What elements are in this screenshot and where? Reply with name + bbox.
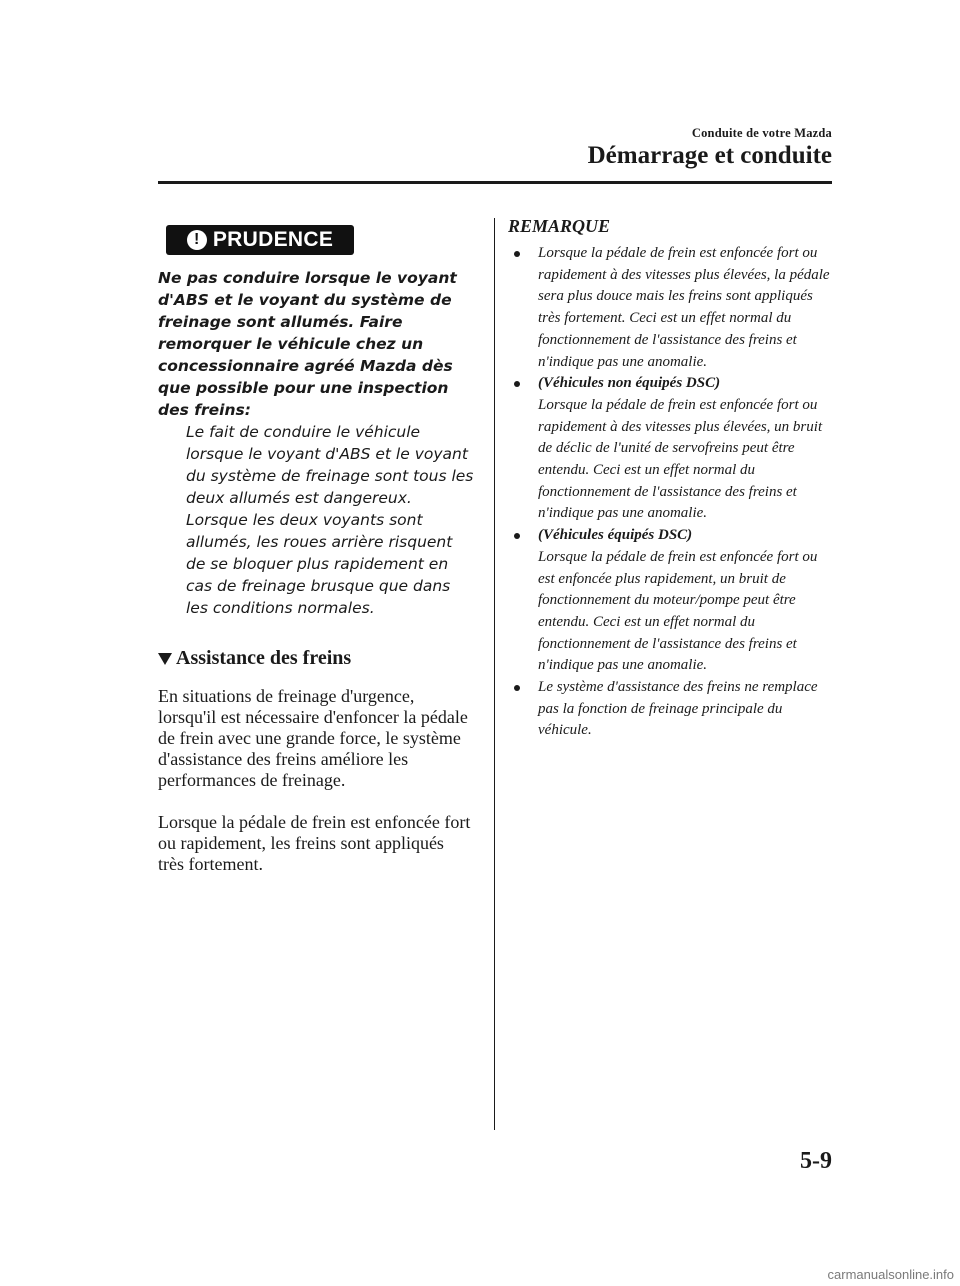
- note-heading: REMARQUE: [508, 216, 611, 236]
- bullet-icon: [514, 533, 520, 539]
- note-title: (Véhicules équipés DSC): [538, 527, 693, 544]
- right-column: [508, 216, 832, 742]
- note-text: Lorsque la pédale de frein est enfoncée fort ou rapidement à des vitesses plus élevées, la pédale sera plus douce mais les freins sont appliqués très fortement. Ceci est un effet normal du fonctionnement de l'assistance des freins et n'indique pas une anomalie.: [538, 245, 830, 370]
- watermark: carmanualsonline.info: [827, 1267, 954, 1282]
- chapter-label: Conduite de votre Mazda: [691, 126, 832, 140]
- column-divider: [494, 218, 495, 1130]
- note-title: (Véhicules non équipés DSC): [538, 375, 721, 392]
- bullet-icon: [514, 685, 520, 691]
- section-heading: [158, 647, 474, 670]
- section-heading-text: Assistance des freins: [176, 647, 352, 669]
- caution-body-text: Le fait de conduire le véhicule lorsque le voyant d'ABS et le voyant du système de freinage sont tous les deux allumés est dangereux. Lorsque les deux voyants sont allumés, les roues arrière risquent de se bloquer plus rapidement en cas de freinage brusque que dans les conditions normales.: [186, 423, 474, 617]
- note-text: Lorsque la pédale de frein est enfoncée fort ou rapidement à des vitesses plus élevées, un bruit de déclic de l'unité de servofreins peut être entendu. Ceci est un effet normal du fonctionnement de l'assistance des freins et n'indique pas une anomalie.: [538, 396, 823, 522]
- left-column: [158, 225, 474, 875]
- caution-lead-text: Ne pas conduire lorsque le voyant d'ABS et le voyant du système de freinage sont allumés. Faire remorquer le véhicule chez un concessionnaire agréé Mazda dès que possible pour une inspection des freins:: [158, 269, 457, 419]
- caution-label: PRUDENCE: [212, 228, 334, 251]
- triangle-down-icon: [158, 653, 172, 665]
- section-title: Démarrage et conduite: [587, 142, 832, 169]
- note-item: [508, 243, 832, 373]
- body-paragraph: Lorsque la pédale de frein est enfoncée fort ou rapidement, les freins sont appliqués très fortement.: [158, 812, 471, 874]
- caution-banner: [166, 225, 354, 255]
- note-item: [508, 525, 832, 677]
- warning-icon: !: [187, 230, 207, 250]
- note-item: [508, 677, 832, 742]
- header-divider: [158, 181, 832, 184]
- bullet-icon: [514, 381, 520, 387]
- note-text: Lorsque la pédale de frein est enfoncée fort ou est enfoncée plus rapidement, un bruit de fonctionnement du moteur/pompe peut être entendu. Ceci est un effet normal du fonctionnement de l'assistance des freins et n'indique pas une anomalie.: [538, 548, 818, 674]
- bullet-icon: [514, 251, 520, 257]
- body-paragraph: En situations de freinage d'urgence, lorsqu'il est nécessaire d'enfoncer la pédale de frein avec une grande force, le système d'assistance des freins améliore les performances de freinage.: [158, 686, 468, 790]
- note-item: [508, 373, 832, 525]
- page-number: 5-9: [800, 1148, 832, 1174]
- note-text: Le système d'assistance des freins ne remplace pas la fonction de freinage principale du véhicule.: [538, 679, 818, 739]
- note-list: [508, 243, 832, 742]
